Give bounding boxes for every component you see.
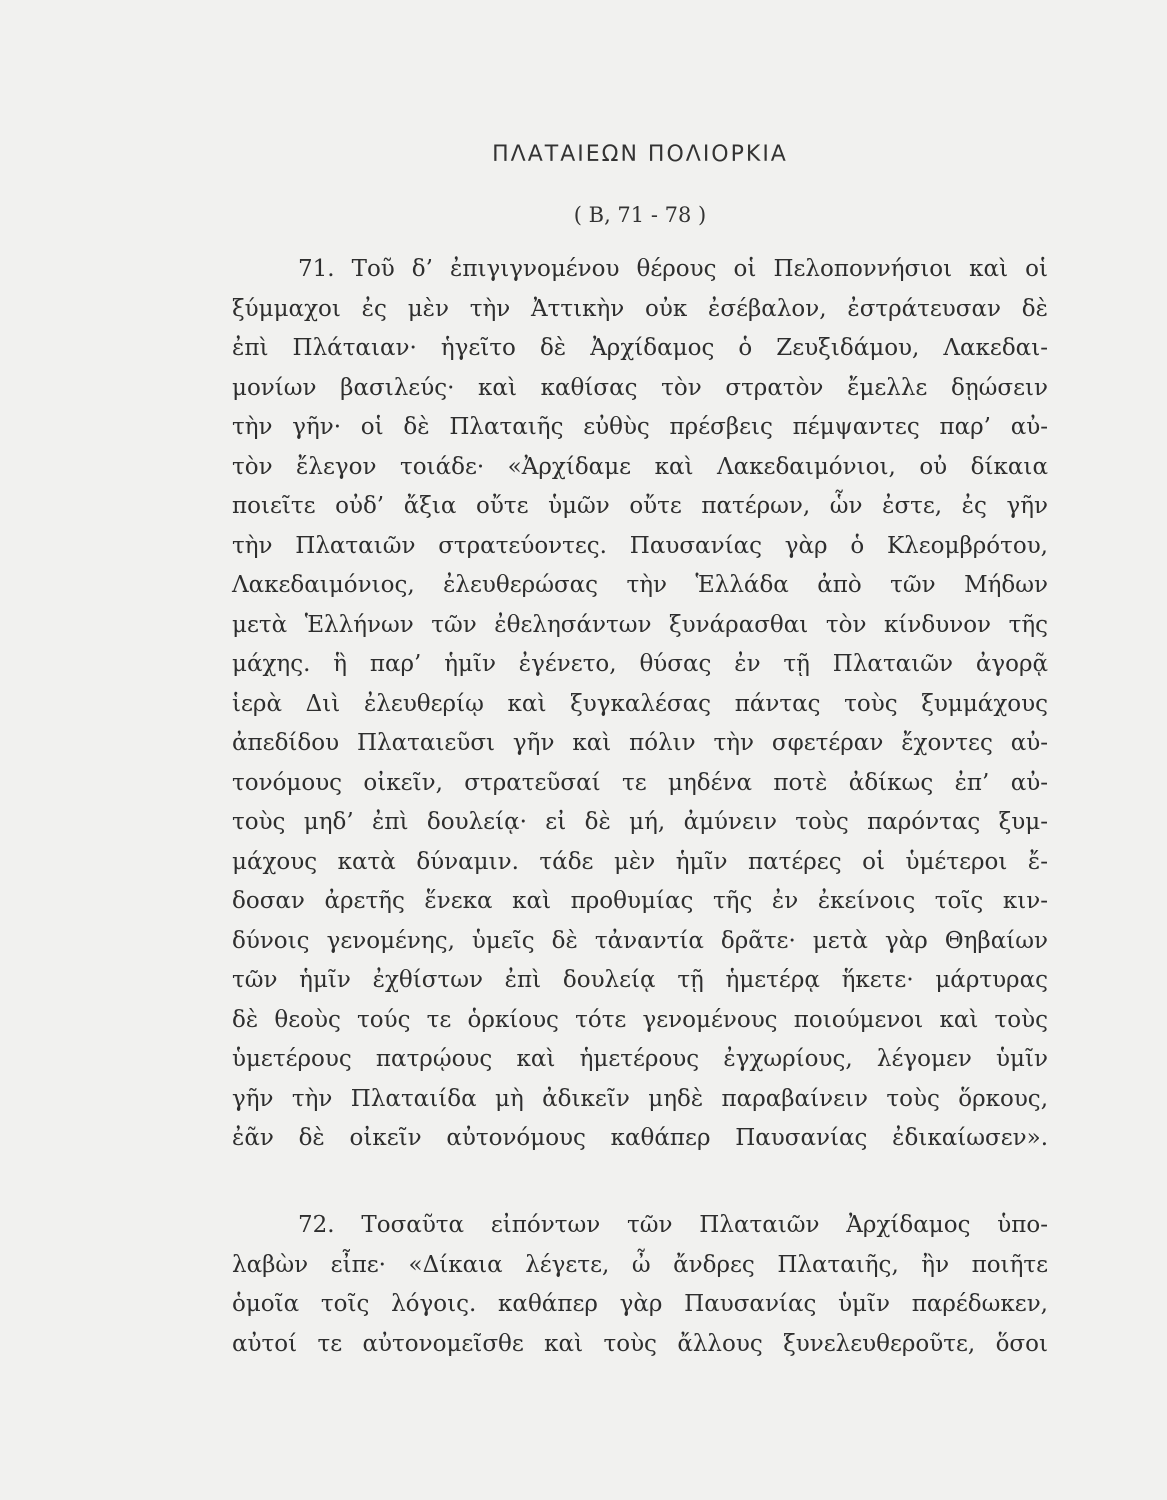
- text-line: [232, 408, 1048, 448]
- text-line: [298, 250, 1048, 290]
- line-text: δύνοις γενομένης, ὑμεῖς δὲ τἀναντία δρᾶτε· μετὰ γὰρ Θηβαίων: [232, 927, 1048, 954]
- text-line: [232, 803, 1048, 843]
- text-line: [232, 527, 1048, 567]
- line-text: τῶν ἡμῖν ἐχθίστων ἐπὶ δουλείᾳ τῇ ἡμετέρᾳ ἥκετε· μάρτυρας: [232, 967, 1048, 993]
- text-line: [232, 882, 1048, 922]
- line-text: αὐτοί τε αὐτονομεῖσθε καὶ τοὺς ἄλλους ξυνελευθεροῦτε, ὅσοι: [232, 1330, 1048, 1357]
- text-line: [232, 1246, 1048, 1286]
- text-line: [232, 685, 1048, 725]
- text-line: [232, 329, 1048, 369]
- paragraph-71: [232, 250, 1048, 1159]
- line-text: ποιεῖτε οὐδ’ ἄξια οὔτε ὑμῶν οὔτε πατέρων, ὧν ἐστε, ἐς γῆν: [232, 493, 1048, 519]
- text-line: [232, 369, 1048, 409]
- line-text: τοὺς μηδ’ ἐπὶ δουλείᾳ· εἰ δὲ μή, ἀμύνειν τοὺς παρόντας ξυμ-: [232, 809, 1048, 835]
- text-line: [232, 1001, 1048, 1041]
- line-text: 72. Τοσαῦτα εἰπόντων τῶν Πλαταιῶν Ἀρχίδαμος ὑπο-: [298, 1212, 1048, 1238]
- line-text: τὴν γῆν· οἱ δὲ Πλαταιῆς εὐθὺς πρέσβεις πέμψαντες παρ’ αὐ-: [232, 414, 1048, 440]
- line-text: δοσαν ἀρετῆς ἕνεκα καὶ προθυμίας τῆς ἐν ἐκείνοις τοῖς κιν-: [232, 888, 1048, 914]
- text-line: [232, 566, 1048, 606]
- text-line: [232, 448, 1048, 488]
- text-line: [232, 764, 1048, 804]
- text-line: [298, 1206, 1048, 1246]
- text-line: [232, 645, 1048, 685]
- line-text: Λακεδαιμόνιος, ἐλευθερώσας τὴν Ἑλλάδα ἀπὸ τῶν Μήδων: [232, 572, 1048, 598]
- line-text: ξύμμαχοι ἐς μὲν τὴν Ἀττικὴν οὐκ ἐσέβαλον, ἐστράτευσαν δὲ: [232, 295, 1048, 322]
- line-text: ἀπεδίδου Πλαταιεῦσι γῆν καὶ πόλιν τὴν σφετέραν ἔχοντες αὐ-: [232, 730, 1048, 756]
- text-line: [232, 1119, 1048, 1159]
- line-text: ὁμοῖα τοῖς λόγοις. καθάπερ γὰρ Παυσανίας ὑμῖν παρέδωκεν,: [232, 1291, 1048, 1317]
- line-text: μονίων βασιλεύς· καὶ καθίσας τὸν στρατὸν ἔμελλε δῃώσειν: [232, 374, 1048, 401]
- line-text: τὸν ἔλεγον τοιάδε· «Ἀρχίδαμε καὶ Λακεδαιμόνιοι, οὐ δίκαια: [232, 453, 1048, 480]
- line-text: δὲ θεοὺς τούς τε ὁρκίους τότε γενομένους ποιούμενοι καὶ τοὺς: [232, 1006, 1048, 1033]
- text-line: [232, 1285, 1048, 1325]
- page-title: ΠΛΑΤΑΙΕΩΝ ΠΟΛΙΟΡΚΙΑ: [492, 142, 788, 167]
- line-text: 71. Τοῦ δ’ ἐπιγιγνομένου θέρους οἱ Πελοποννήσιοι καὶ οἱ: [298, 256, 1048, 282]
- text-line: [232, 606, 1048, 646]
- text-line: [232, 1040, 1048, 1080]
- line-text: ὑμετέρους πατρῴους καὶ ἡμετέρους ἐγχωρίους, λέγομεν ὑμῖν: [232, 1046, 1048, 1072]
- text-line: [232, 724, 1048, 764]
- line-text: ἐπὶ Πλάταιαν· ἡγεῖτο δὲ Ἀρχίδαμος ὁ Ζευξιδάμου, Λακεδαι-: [232, 335, 1048, 361]
- line-text: ἐᾶν δὲ οἰκεῖν αὐτονόμους καθάπερ Παυσανίας ἐδικαίωσεν».: [232, 1125, 1048, 1151]
- text-line: [232, 843, 1048, 883]
- line-text: μάχης. ἣ παρ’ ἡμῖν ἐγένετο, θύσας ἐν τῇ Πλαταιῶν ἀγορᾷ: [232, 651, 1048, 677]
- line-text: τὴν Πλαταιῶν στρατεύοντες. Παυσανίας γὰρ ὁ Κλεομβρότου,: [232, 532, 1048, 559]
- line-text: λαβὼν εἶπε· «Δίκαια λέγετε, ὦ ἄνδρες Πλαταιῆς, ἢν ποιῆτε: [232, 1251, 1048, 1278]
- text-line: [232, 922, 1048, 962]
- text-line: [232, 1325, 1048, 1365]
- paragraph-72: [232, 1206, 1048, 1364]
- line-text: μάχους κατὰ δύναμιν. τάδε μὲν ἡμῖν πατέρες οἱ ὑμέτεροι ἔ-: [232, 848, 1048, 875]
- line-text: ἱερὰ Διὶ ἐλευθερίῳ καὶ ξυγκαλέσας πάντας τοὺς ξυμμάχους: [232, 690, 1048, 717]
- line-text: γῆν τὴν Πλαταιίδα μὴ ἀδικεῖν μηδὲ παραβαίνειν τοὺς ὅρκους,: [232, 1085, 1048, 1112]
- text-line: [232, 290, 1048, 330]
- line-text: τονόμους οἰκεῖν, στρατεῦσαί τε μηδένα ποτὲ ἀδίκως ἐπ’ αὐ-: [232, 769, 1048, 796]
- line-text: μετὰ Ἑλλήνων τῶν ἐθελησάντων ξυνάρασθαι τὸν κίνδυνον τῆς: [232, 611, 1048, 638]
- chapter-reference: ( Β, 71 - 78 ): [573, 203, 707, 227]
- text-line: [232, 1080, 1048, 1120]
- text-line: [232, 961, 1048, 1001]
- text-line: [232, 487, 1048, 527]
